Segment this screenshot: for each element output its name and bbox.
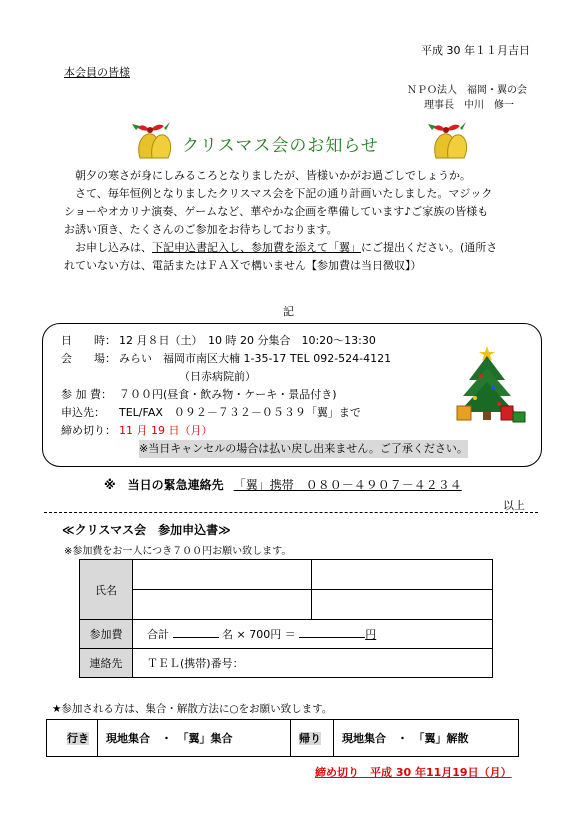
ki-heading: 記 (283, 305, 294, 318)
body-line: お誘い頂き、たくさんのご参加をお待ちしております。 (64, 223, 338, 236)
christmas-tree-icon (455, 342, 527, 428)
event-apply-to: 申込先： TEL/FAX ０９２－７３２－０５３９「翼」まで (61, 406, 361, 419)
event-venue: 会 場： みらい 福岡市南区大楠 1-35-17 TEL 092-524-4121 (61, 352, 392, 365)
fee-field[interactable]: 合計 名 × 700円 ＝ 円 (133, 620, 493, 649)
name-label: 氏名 (80, 560, 133, 620)
meeting-instruction: ★参加される方は、集合・解散方法に○をお願い致します。 (52, 703, 333, 715)
body-paragraph (64, 167, 534, 275)
form-fee-note: ※参加費をお一人につき７００円お願い致します。 (64, 546, 292, 557)
fee-label: 参加費 (80, 620, 133, 649)
salutation: 本会員の皆様 (64, 66, 130, 79)
event-datetime: 日 時： 12 月８日（土） 10 時 20 分集合 10:20～13:30 (61, 334, 376, 347)
return-options[interactable]: 現地集合 ・ 「翼」解散 (334, 720, 519, 757)
final-deadline: 締め切り 平成 30 年11月19日（月） (315, 766, 512, 779)
page-title: クリスマス会のお知らせ (182, 136, 379, 156)
emergency-contact: ※ 当日の緊急連絡先 「翼」携帯 ０８０－４９０７－４２３４ (104, 478, 462, 492)
meeting-options-table (46, 719, 519, 757)
apply-instruction: お申し込みは、下記申込書記入し、参加費を添えて「翼」にご提出ください。(通所さ (75, 241, 498, 254)
name-field[interactable] (133, 560, 312, 590)
return-label: 帰り (291, 720, 334, 757)
cancel-note: ※当日キャンセルの場合は払い戻し出来ません。ご了承ください。 (61, 440, 468, 458)
name-field[interactable] (312, 560, 493, 590)
event-fee: 参 加 費： ７００円(昼食・飲み物・ケーキ・景品付き) (61, 388, 337, 401)
contact-field[interactable]: ＴＥＬ(携帯)番号： (133, 649, 493, 678)
name-field[interactable] (312, 590, 493, 620)
body-line: 朝夕の寒さが身にしみるころとなりましたが、皆様いかがお過ごしでしょうか。 (75, 169, 471, 182)
body-line: さて、毎年恒例となりましたクリスマス会を下記の通り計画いたしました。マジック (75, 187, 493, 200)
event-deadline: 締め切り： 11 月 19 日（月） (61, 424, 213, 437)
application-form (79, 559, 493, 678)
ijo-closing: 以上 (503, 499, 525, 512)
christmas-bell-icon (426, 118, 470, 162)
event-details-box (42, 323, 542, 467)
organization-name: ＮＰＯ法人 福岡・翼の会 (407, 85, 527, 96)
apply-instruction-cont: れていない方は、電話またはＦＡＸで構いません【参加費は当日徴収】） (64, 259, 422, 272)
go-options[interactable]: 現地集合 ・ 「翼」集合 (98, 720, 291, 757)
event-venue-note: （日赤病院前） (179, 370, 256, 383)
contact-label: 連絡先 (80, 649, 133, 678)
document-date: 平成 30 年１１月吉日 (421, 44, 530, 57)
cut-line (44, 512, 538, 513)
form-heading: ≪クリスマス会 参加申込書≫ (62, 523, 231, 537)
body-line: ショーやオカリナ演奏、ゲームなど、華やかな企画を準備しています♪ご家族の皆様も (64, 205, 489, 218)
christmas-bell-icon (130, 118, 174, 162)
name-field[interactable] (133, 590, 312, 620)
go-label: 行き (47, 720, 98, 757)
signer-name: 理事長 中川 修一 (424, 100, 514, 111)
